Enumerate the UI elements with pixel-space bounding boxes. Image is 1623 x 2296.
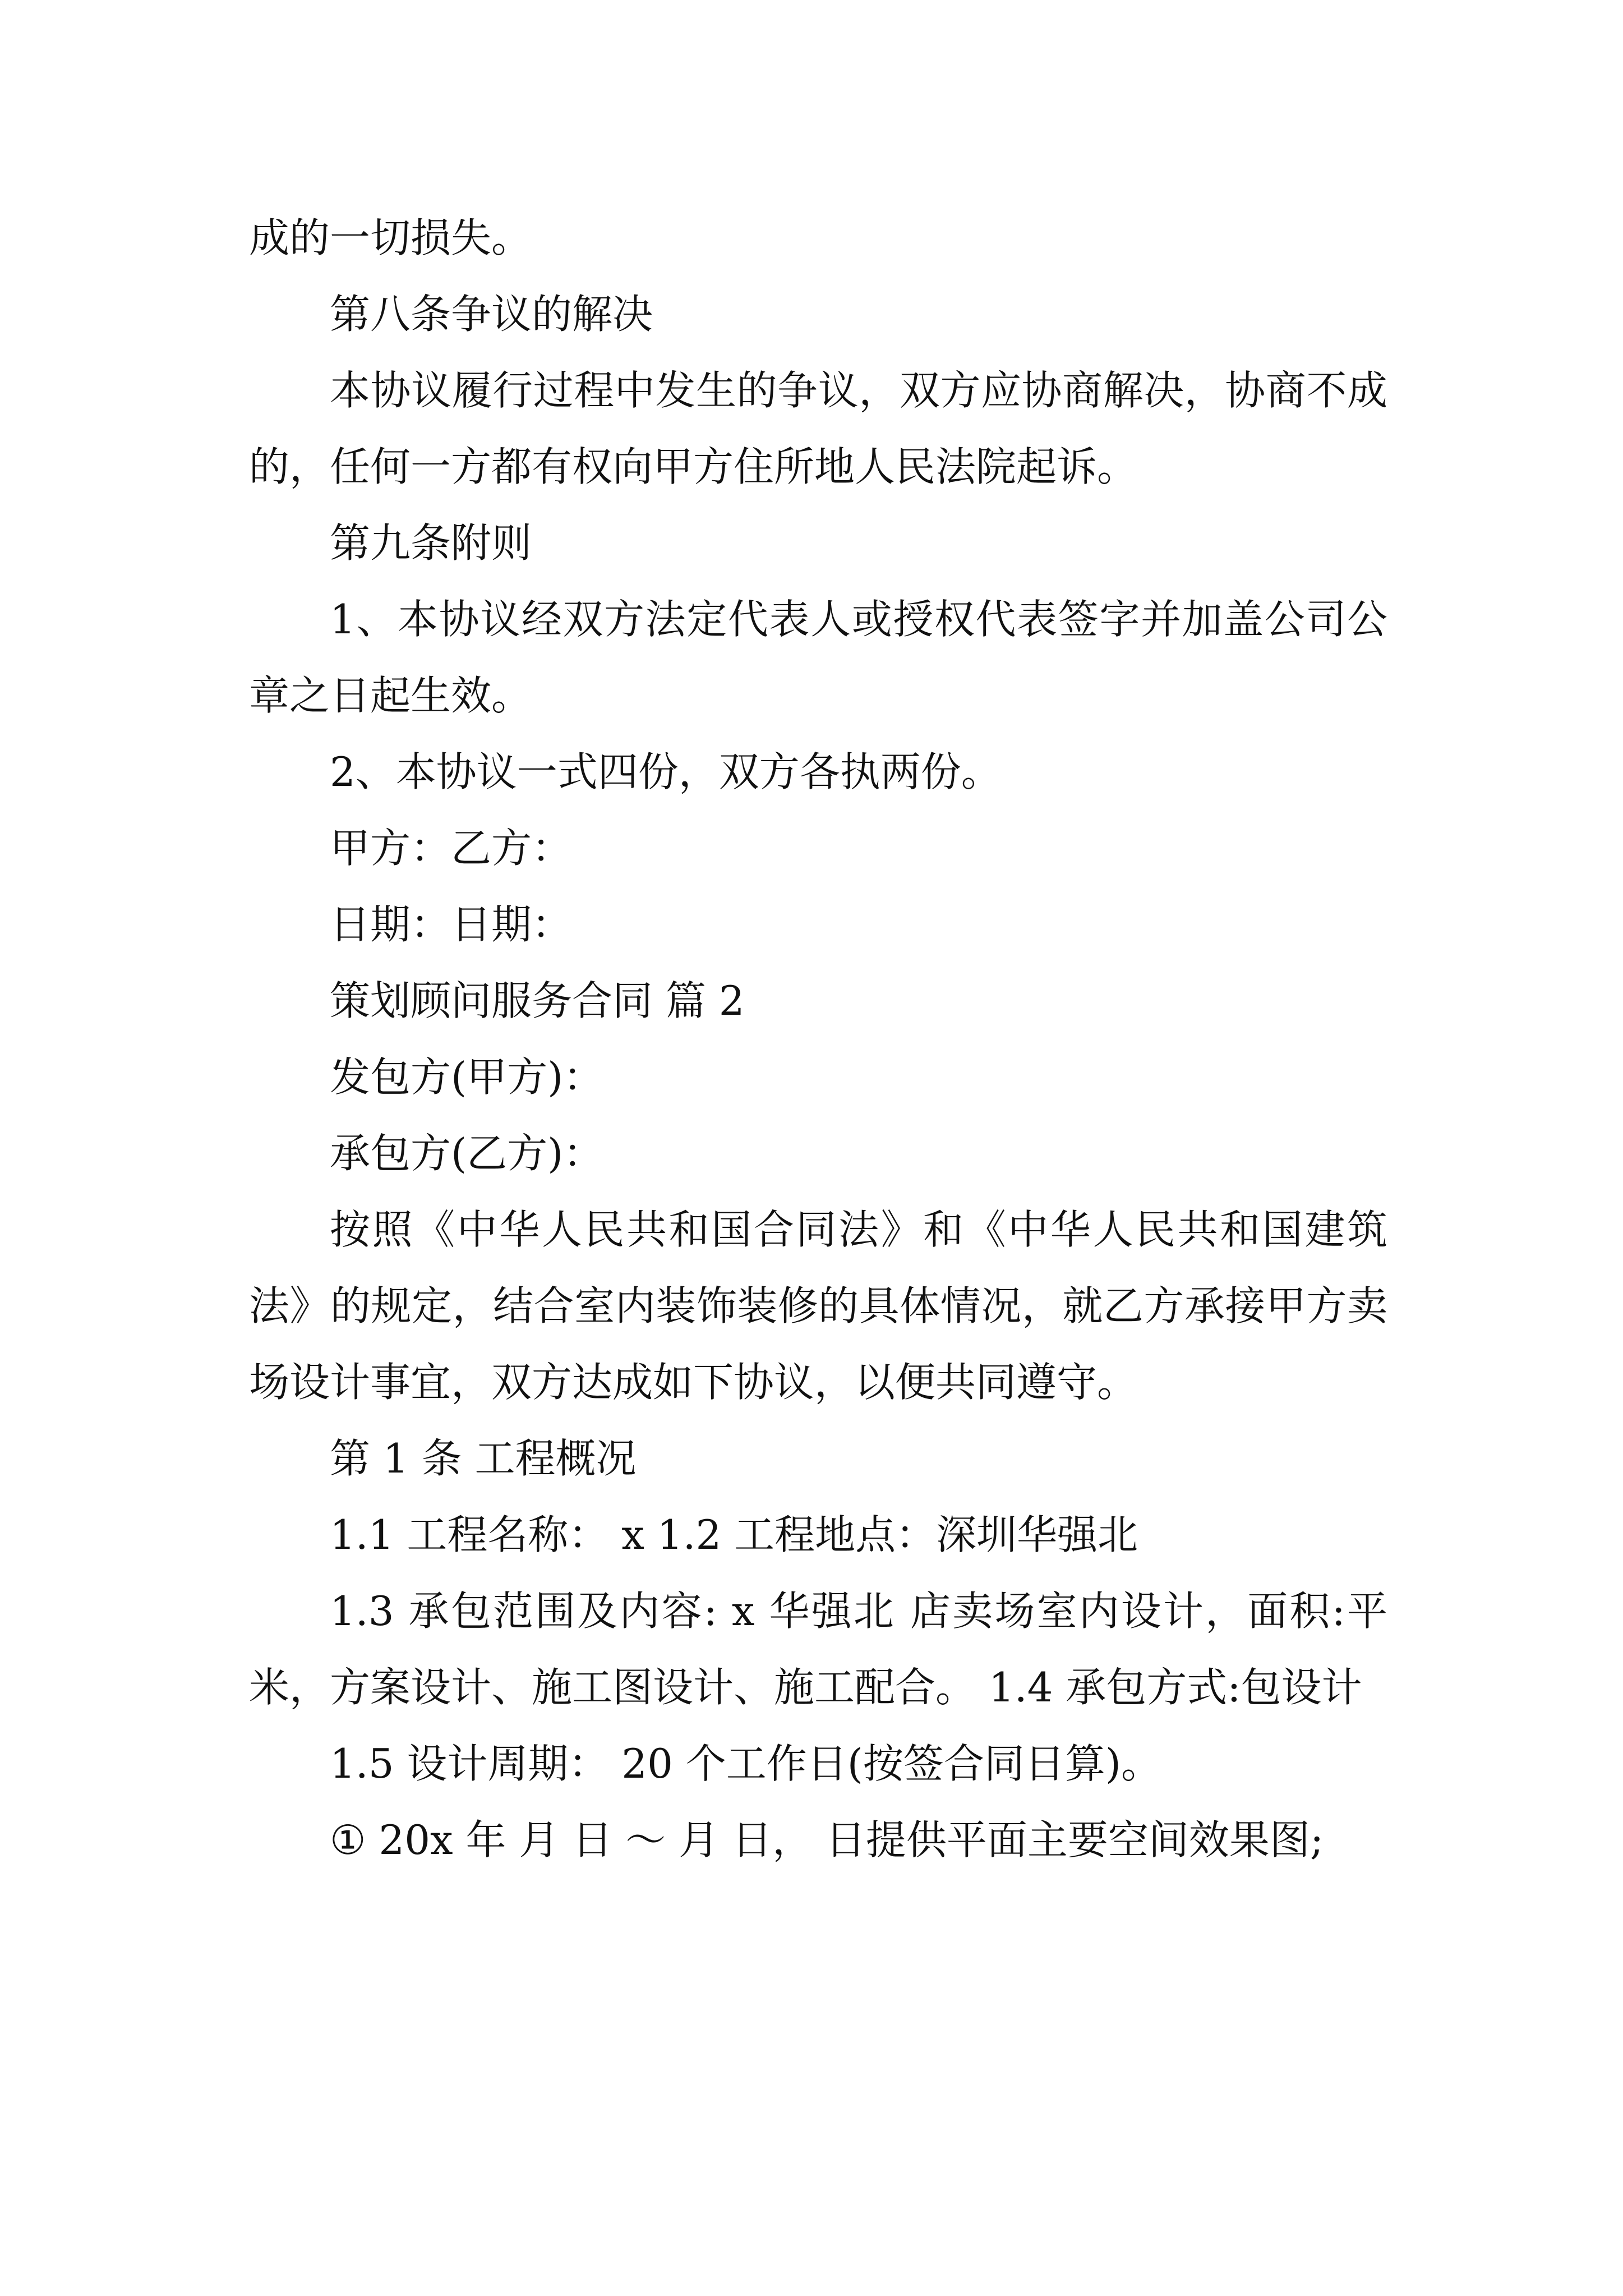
party-a-line: 发包方(甲方)： — [330, 1053, 604, 1101]
paragraph-effective: 1、本协议经双方法定代表人或授权代表签字并加盖公司公章之日起生效。 — [249, 596, 1387, 719]
clause-1-1-1-2: 1.1 工程名称： x 1.2 工程地点：深圳华强北 — [330, 1511, 1138, 1558]
section-title: 策划顾问服务合同 篇 2 — [330, 977, 745, 1024]
paragraph-dispute: 本协议履行过程中发生的争议，双方应协商解决，协商不成的，任何一方都有权向甲方住所地人民法院起诉。 — [249, 367, 1387, 490]
article-1-heading: 第 1 条 工程概况 — [330, 1435, 637, 1482]
article-8-heading: 第八条争议的解决 — [330, 291, 653, 338]
paragraph-continuation: 成的一切损失。 — [249, 214, 532, 261]
clause-1-3-1-4: 1.3 承包范围及内容: x 华强北 店卖场室内设计，面积:平米，方案设计、施工图设计、施工配合。 1.4 承包方式:包设计 — [249, 1588, 1387, 1711]
paragraph-copies: 2、本协议一式四份，双方各执两份。 — [330, 748, 1002, 795]
signature-dates: 日期：日期： — [330, 901, 573, 948]
article-9-heading: 第九条附则 — [330, 519, 532, 567]
signature-parties: 甲方：乙方： — [330, 825, 573, 872]
clause-item-1: ① 20x 年 月 日 ～ 月 日， 日提供平面主要空间效果图; — [330, 1816, 1324, 1864]
clause-1-5: 1.5 设计周期： 20 个工作日(按签合同日算)。 — [330, 1740, 1161, 1787]
document-body — [249, 200, 1387, 1878]
paragraph-preamble: 按照《中华人民共和国合同法》和《中华人民共和国建筑法》的规定，结合室内装饰装修的具体情况，就乙方承接甲方卖场设计事宜，双方达成如下协议，以便共同遵守。 — [249, 1206, 1387, 1406]
party-b-line: 承包方(乙方)： — [330, 1130, 604, 1177]
